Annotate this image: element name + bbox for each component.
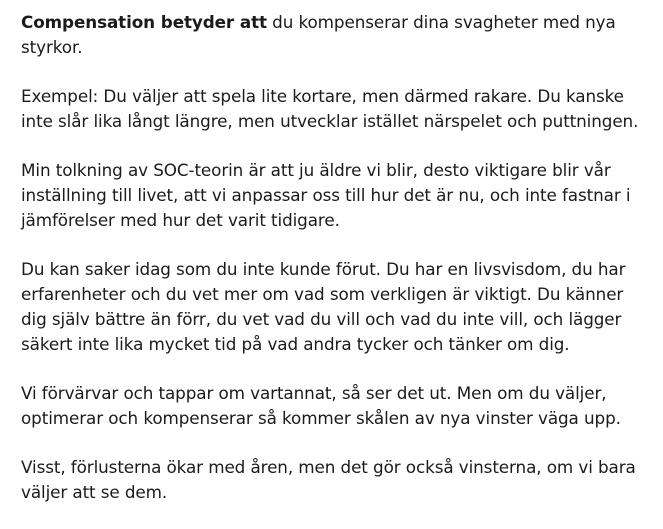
paragraph-gains-losses: [21, 381, 651, 431]
paragraph-wisdom: [21, 257, 651, 357]
paragraph-text: Exempel: Du väljer att spela lite kortare, men därmed rakare. Du kanske inte slår lika långt längre, men utvecklar istället närspelet och puttningen.: [21, 86, 639, 131]
paragraph-text: Visst, förlusterna ökar med åren, men det gör också vinsterna, om vi bara väljer att se dem.: [21, 457, 636, 502]
paragraph-text: Vi förvärvar och tappar om vartannat, så ser det ut. Men om du väljer, optimerar och kompenserar så kommer skålen av nya vinster väga upp.: [21, 383, 621, 428]
paragraph-example: [21, 84, 651, 134]
paragraph-soc-theory: [21, 158, 651, 233]
paragraph-compensation: [21, 10, 651, 60]
paragraph-lead-bold: Compensation betyder att: [21, 12, 267, 32]
paragraph-text: du kompenserar dina svagheter med nya styrkor.: [21, 12, 616, 57]
paragraph-text: Du kan saker idag som du inte kunde förut. Du har en livsvisdom, du har erfarenheter och du vet mer om vad som verkligen är viktigt. Du känner dig själv bättre än förr, du vet vad du vill och vad du inte vill, och lägger säkert inte lika mycket tid på vad andra tycker och tänker om dig.: [21, 259, 626, 354]
paragraph-text: Min tolkning av SOC-teorin är att ju äldre vi blir, desto viktigare blir vår inställning till livet, att vi anpassar oss till hur det är nu, och inte fastnar i jämförelser med hur det varit tidigare.: [21, 160, 631, 230]
article-body: [21, 10, 651, 529]
paragraph-conclusion: [21, 455, 651, 505]
